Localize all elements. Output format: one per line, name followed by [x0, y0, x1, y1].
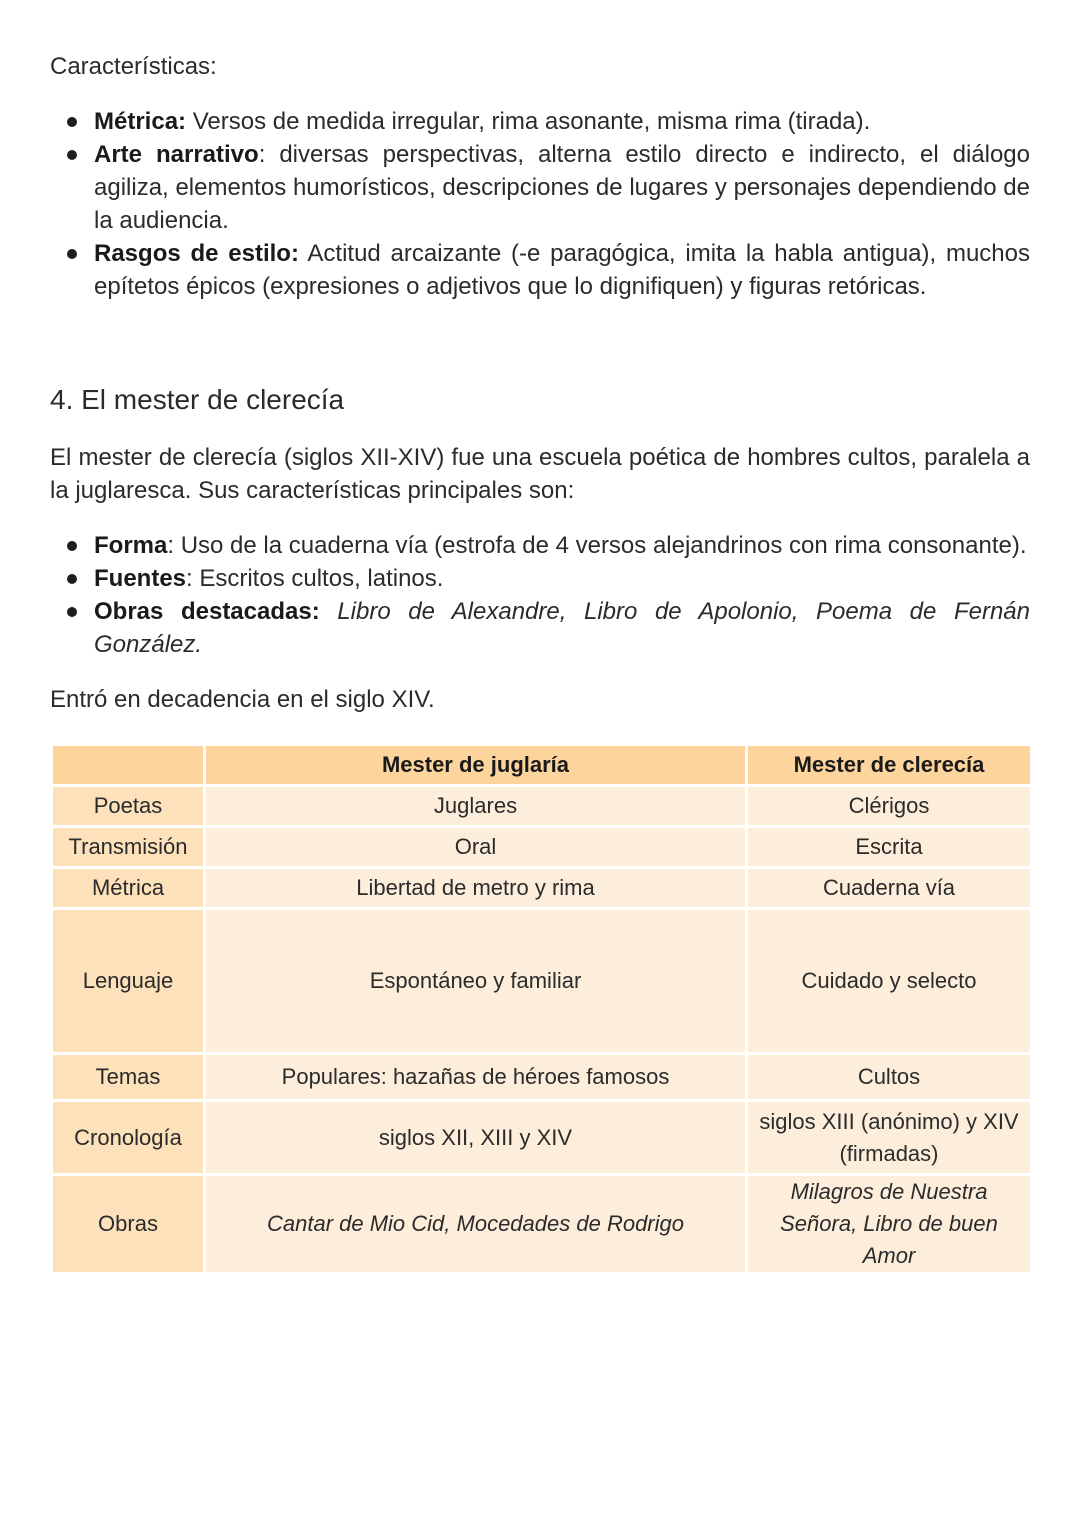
- table-header-cell: Mester de clerecía: [747, 745, 1032, 786]
- row-label: Métrica: [52, 868, 205, 909]
- list-item-text: : Uso de la cuaderna vía (estrofa de 4 versos alejandrinos con rima consonante).: [167, 532, 1027, 559]
- list-item-text: Versos de medida irregular, rima asonante, misma rima (tirada).: [186, 108, 871, 135]
- list-item-term: Métrica:: [94, 108, 187, 135]
- bullet-icon: [67, 150, 77, 160]
- list-item: [50, 529, 1030, 562]
- list-item: [50, 138, 1030, 237]
- characteristics-list: [50, 105, 1030, 303]
- list-item-text: Actitud arcaizante (-e paragógica, imita la habla antigua), muchos epítetos épicos (expresiones o adjetivos que lo dignifiquen) y figuras retóricas.: [94, 240, 1030, 300]
- section-title: 4. El mester de clerecía: [50, 384, 345, 415]
- table-cell: Milagros de Nuestra Señora, Libro de buen Amor: [747, 1175, 1032, 1274]
- section-intro: El mester de clerecía (siglos XII-XIV) fue una escuela poética de hombres cultos, paralela a la juglaresca. Sus características principales son:: [50, 444, 1030, 504]
- list-item-term: Fuentes: [94, 565, 187, 592]
- table-row: [52, 909, 1032, 1054]
- document-body: [50, 50, 1030, 716]
- list-item: [50, 105, 1030, 138]
- section-closing: Entró en decadencia en el siglo XIV.: [50, 686, 435, 713]
- table-cell: Cantar de Mio Cid, Mocedades de Rodrigo: [205, 1175, 747, 1274]
- list-item: [50, 595, 1030, 661]
- table-cell: Libertad de metro y rima: [205, 868, 747, 909]
- bullet-icon: [67, 574, 77, 584]
- list-item: [50, 562, 1030, 595]
- list-item-text: Libro de Alexandre, Libro de Apolonio, Poema de Fernán González.: [94, 598, 1030, 658]
- table-cell: Clérigos: [747, 786, 1032, 827]
- table-cell: Oral: [205, 827, 747, 868]
- row-label: Obras: [52, 1175, 205, 1274]
- bullet-icon: [67, 607, 77, 617]
- table-row: [52, 868, 1032, 909]
- row-label: Temas: [52, 1054, 205, 1101]
- row-label: Poetas: [52, 786, 205, 827]
- table-cell: Populares: hazañas de héroes famosos: [205, 1054, 747, 1101]
- table-cell: Escrita: [747, 827, 1032, 868]
- list-item-text: : Escritos cultos, latinos.: [186, 565, 444, 592]
- list-item-text: : diversas perspectivas, alterna estilo directo e indirecto, el diálogo agiliza, elementos humorísticos, descripciones de lugares y personajes dependiendo de la audiencia.: [94, 141, 1031, 234]
- table-row: [52, 1101, 1032, 1175]
- list-item-term: Arte narrativo: [94, 141, 259, 168]
- table-cell: Cuaderna vía: [747, 868, 1032, 909]
- bullet-icon: [67, 117, 77, 127]
- list-item: [50, 237, 1030, 303]
- table-cell: siglos XII, XIII y XIV: [205, 1101, 747, 1175]
- table-cell: Cuidado y selecto: [747, 909, 1032, 1054]
- row-label: Lenguaje: [52, 909, 205, 1054]
- table-header-row: [52, 745, 1032, 786]
- table-row: [52, 1054, 1032, 1101]
- table-cell: Espontáneo y familiar: [205, 909, 747, 1054]
- table-cell: Cultos: [747, 1054, 1032, 1101]
- table-row: [52, 1175, 1032, 1274]
- characteristics-label: Características:: [50, 53, 217, 80]
- row-label: Transmisión: [52, 827, 205, 868]
- table-row: [52, 827, 1032, 868]
- list-item-term: Obras destacadas:: [94, 598, 320, 625]
- table-header-cell: Mester de juglaría: [205, 745, 747, 786]
- row-label: Cronología: [52, 1101, 205, 1175]
- bullet-icon: [67, 541, 77, 551]
- comparison-table: [50, 743, 1033, 1275]
- bullet-icon: [67, 249, 77, 259]
- table-header-cell: [52, 745, 205, 786]
- table-cell: siglos XIII (anónimo) y XIV (firmadas): [747, 1101, 1032, 1175]
- section-list: [50, 529, 1030, 661]
- table-cell: Juglares: [205, 786, 747, 827]
- table-row: [52, 786, 1032, 827]
- list-item-term: Rasgos de estilo:: [94, 240, 299, 267]
- list-item-term: Forma: [94, 532, 168, 559]
